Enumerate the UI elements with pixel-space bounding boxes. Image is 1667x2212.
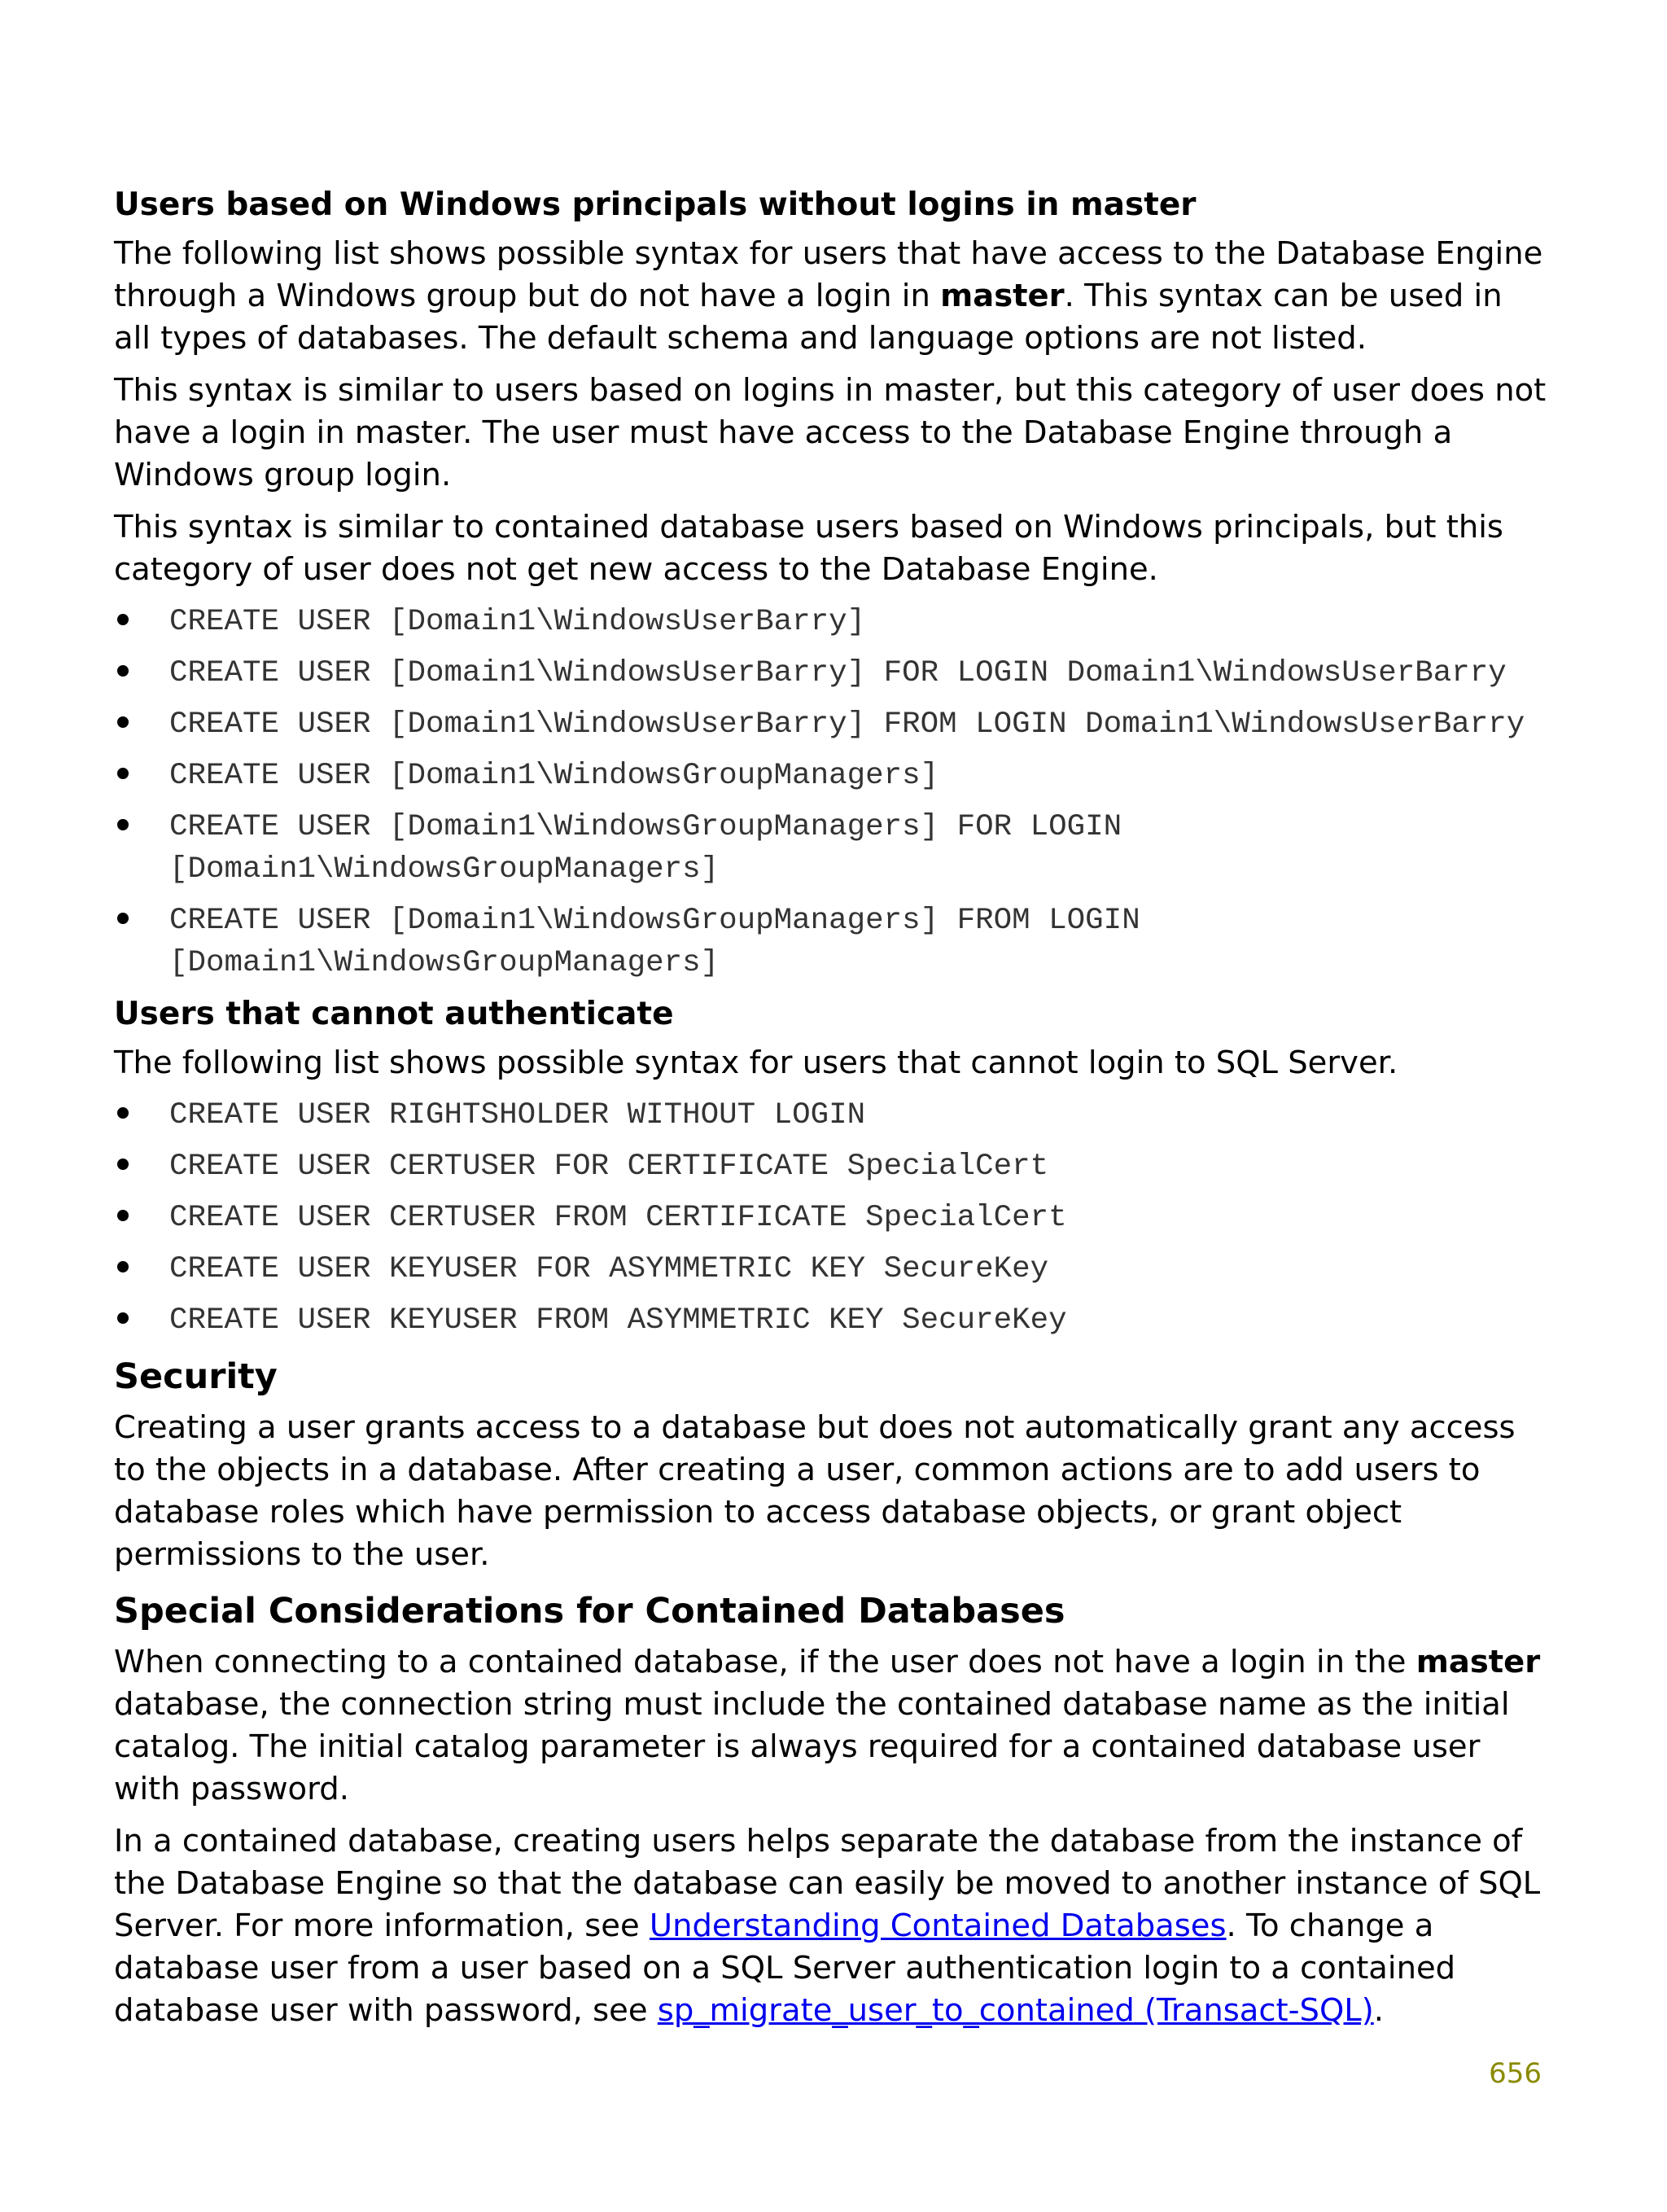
code-snippet: CREATE USER CERTUSER FROM CERTIFICATE SpecialCert [169,1201,1067,1235]
text-windows-intro-start: The following list shows possible syntax for users that have access to the Database Engine through a Windows group but do not have a login in [114,235,1543,314]
code-snippet: CREATE USER KEYUSER FROM ASYMMETRIC KEY SecureKey [169,1303,1067,1338]
link-sp-migrate-user-to-contained[interactable]: sp_migrate_user_to_contained (Transact-SQL) [657,1992,1374,2029]
code-snippet: CREATE USER [Domain1\WindowsUserBarry] [169,605,866,639]
code-snippet: CREATE USER [Domain1\WindowsGroupManagers] [169,759,939,793]
heading-windows-principals: Users based on Windows principals without logins in master [114,186,1197,223]
code-list-windows [114,601,1547,984]
document-page [114,184,1547,2042]
code-snippet: CREATE USER KEYUSER FOR ASYMMETRIC KEY SecureKey [169,1252,1049,1286]
bullet-icon [117,1210,129,1221]
list-item [114,1248,1547,1290]
text-master-bold: master [1415,1644,1541,1680]
list-item [114,703,1547,746]
code-snippet: CREATE USER [Domain1\WindowsGroupManagers] FROM LOGIN [Domain1\WindowsGroupManagers] [169,904,1159,980]
text-contained-connecting-end: database, the connection string must include the contained database name as the initial catalog. The initial catalog parameter is always required for a contained database user with password. [114,1686,1510,1807]
bullet-icon [117,768,129,779]
paragraph-windows-intro [114,233,1547,360]
text-contained-users-end: . [1373,1992,1385,2029]
bullet-icon [117,1159,129,1170]
code-snippet: CREATE USER [Domain1\WindowsGroupManagers] FOR LOGIN [Domain1\WindowsGroupManagers] [169,810,1140,887]
bullet-icon [117,913,129,924]
paragraph-windows-similar-logins: This syntax is similar to users based on logins in master, but this category of user does not have a login in master. The user must have access to the Database Engine through a Windows group login. [114,372,1547,493]
bullet-icon [117,1261,129,1272]
paragraph-windows-similar-contained: This syntax is similar to contained database users based on Windows principals, but this category of user does not get new access to the Database Engine. [114,509,1503,588]
list-item [114,601,1547,643]
code-snippet: CREATE USER [Domain1\WindowsUserBarry] FOR LOGIN Domain1\WindowsUserBarry [169,656,1507,690]
code-snippet: CREATE USER CERTUSER FOR CERTIFICATE SpecialCert [169,1150,1049,1184]
paragraph-security: Creating a user grants access to a database but does not automatically grant any access to the objects in a database. After creating a user, common actions are to add users to database roles which have permission to access database objects, or grant object permissions to the user. [114,1409,1516,1573]
paragraph-contained-users [114,1820,1547,2032]
list-item [114,1145,1547,1188]
text-contained-users-middle: . To change a database user from a user based on a SQL Server authentication login to a contained database user with password, see [114,1908,1456,2029]
heading-security: Security [114,1356,278,1397]
list-item [114,652,1547,694]
text-contained-connecting-start: When connecting to a contained database, if the user does not have a login in the [114,1644,1416,1680]
heading-contained-databases: Special Considerations for Contained Databases [114,1591,1065,1632]
list-item [114,755,1547,797]
bullet-icon [117,665,129,677]
bullet-icon [117,1107,129,1119]
bullet-icon [117,1312,129,1324]
list-item [114,1094,1547,1137]
bullet-icon [117,614,129,625]
paragraph-cannot-authenticate: The following list shows possible syntax for users that cannot login to SQL Server. [114,1045,1398,1081]
page-number: 656 [1489,2057,1542,2090]
link-understanding-contained-databases[interactable]: Understanding Contained Databases [649,1908,1227,1944]
text-contained-users-start: In a contained database, creating users helps separate the database from the instance of the Database Engine so that the database can easily be moved to another instance of SQL Server. For more information, see [114,1823,1541,1944]
list-item [114,900,1547,984]
code-list-cannot-authenticate [114,1094,1547,1342]
text-windows-intro-end: . This syntax can be used in all types of databases. The default schema and language options are not listed. [114,278,1503,357]
paragraph-contained-connecting [114,1641,1547,1811]
code-snippet: CREATE USER [Domain1\WindowsUserBarry] FROM LOGIN Domain1\WindowsUserBarry [169,707,1525,742]
text-master-bold: master [940,278,1065,314]
heading-cannot-authenticate: Users that cannot authenticate [114,996,674,1032]
list-item [114,1197,1547,1239]
code-snippet: CREATE USER RIGHTSHOLDER WITHOUT LOGIN [169,1098,866,1132]
bullet-icon [117,716,129,728]
list-item [114,806,1547,891]
bullet-icon [117,819,129,830]
list-item [114,1299,1547,1342]
